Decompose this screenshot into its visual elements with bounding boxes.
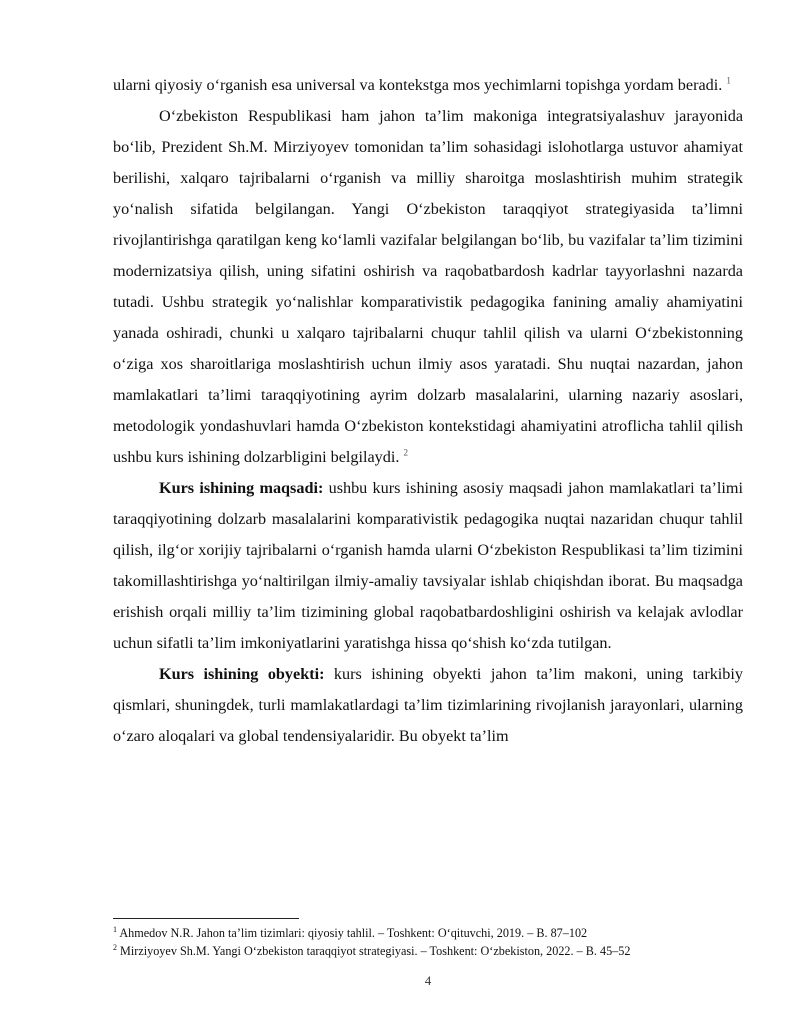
footnote-2-text: Mirziyoyev Sh.M. Yangi O‘zbekiston taraqqiyot strategiyasi. – Toshkent: O‘zbekiston, 2022. – B. 45–52 (120, 944, 631, 958)
footnote-separator (113, 918, 299, 919)
paragraph-4-text: kurs ishining obyekti jahon ta’lim makoni, uning tarkibiy qismlari, shuningdek, turli mamlakatlardagi ta’lim tizimlarining rivojlanish jarayonlari, ularning o‘zaro aloqalari va global tendensiyalaridir. Bu obyekt ta’lim (113, 665, 743, 745)
footnote-1-text: Ahmedov N.R. Jahon ta’lim tizimlari: qiyosiy tahlil. – Toshkent: O‘qituvchi, 2019. – B. 87–102 (119, 926, 588, 940)
goal-heading: Kurs ishining maqsadi: (159, 479, 324, 497)
object-heading: Kurs ishining obyekti: (159, 665, 325, 683)
page-number: 4 (424, 973, 432, 988)
paragraph-1-text: ularni qiyosiy o‘rganish esa universal va kontekstga mos yechimlarni topishga yordam beradi. (113, 76, 723, 94)
footnote-ref-2[interactable]: 2 (403, 447, 408, 458)
body-text (113, 70, 743, 752)
paragraph-4 (113, 659, 743, 752)
footnote-2-mark: 2 (113, 942, 117, 952)
paragraph-2-text: O‘zbekiston Respublikasi ham jahon ta’lim makoniga integratsiyalashuv jarayonida bo‘lib, Prezident Sh.M. Mirziyoyev tomonidan ta’lim sohasidagi islohotlarga ustuvor ahamiyat berilishi, xalqaro tajribalarni o‘rganish va milliy sharoitga moslashtirish muhim strategik yo‘nalish sifatida belgilangan. Yangi O‘zbekiston taraqqiyot strategiyasida ta’limni rivojlantirishga qaratilgan keng ko‘lamli vazifalar belgilangan bo‘lib, bu vazifalar ta’lim tizimini modernizatsiya qilish, uning sifatini oshirish va raqobatbardosh kadrlar tayyorlashni nazarda tutadi. Ushbu strategik yo‘nalishlar komparativistik pedagogika fanining amaliy ahamiyatini yanada oshiradi, chunki u xalqaro tajribalarni chuqur tahlil qilish va ularni O‘zbekistonning o‘ziga xos sharoitlariga moslashtirish uchun ilmiy asos yaratadi. Shu nuqtai nazardan, jahon mamlakatlari ta’limi taraqqiyotining ayrim dolzarb masalalarini, ularning nazariy asoslari, metodologik yondashuvlari hamda O‘zbekiston kontekstidagi ahamiyatini atroflicha tahlil qilish ushbu kurs ishining dolzarbligini belgilaydi. (113, 107, 743, 466)
paragraph-1 (113, 70, 743, 101)
footnote-1 (113, 924, 753, 942)
footnote-1-mark: 1 (113, 924, 117, 934)
footnote-ref-1[interactable]: 1 (726, 75, 731, 86)
paragraph-3-text: ushbu kurs ishining asosiy maqsadi jahon mamlakatlari ta’limi taraqqiyotining dolzarb masalalarini komparativistik pedagogika nuqtai nazaridan chuqur tahlil qilish, ilg‘or xorijiy tajribalarni o‘rganish hamda ularni O‘zbekiston Respublikasi ta’lim tizimini takomillashtirishga yo‘naltirilgan ilmiy-amaliy tavsiyalar ishlab chiqishdan iborat. Bu maqsadga erishish orqali milliy ta’lim tizimining global raqobatbardoshligini oshirish va kelajak avlodlar uchun sifatli ta’lim imkoniyatlarini yaratishga hissa qo‘shish ko‘zda tutilgan. (113, 479, 743, 652)
footnotes (113, 924, 753, 960)
footnote-2 (113, 942, 753, 960)
paragraph-3 (113, 473, 743, 659)
paragraph-2 (113, 101, 743, 473)
